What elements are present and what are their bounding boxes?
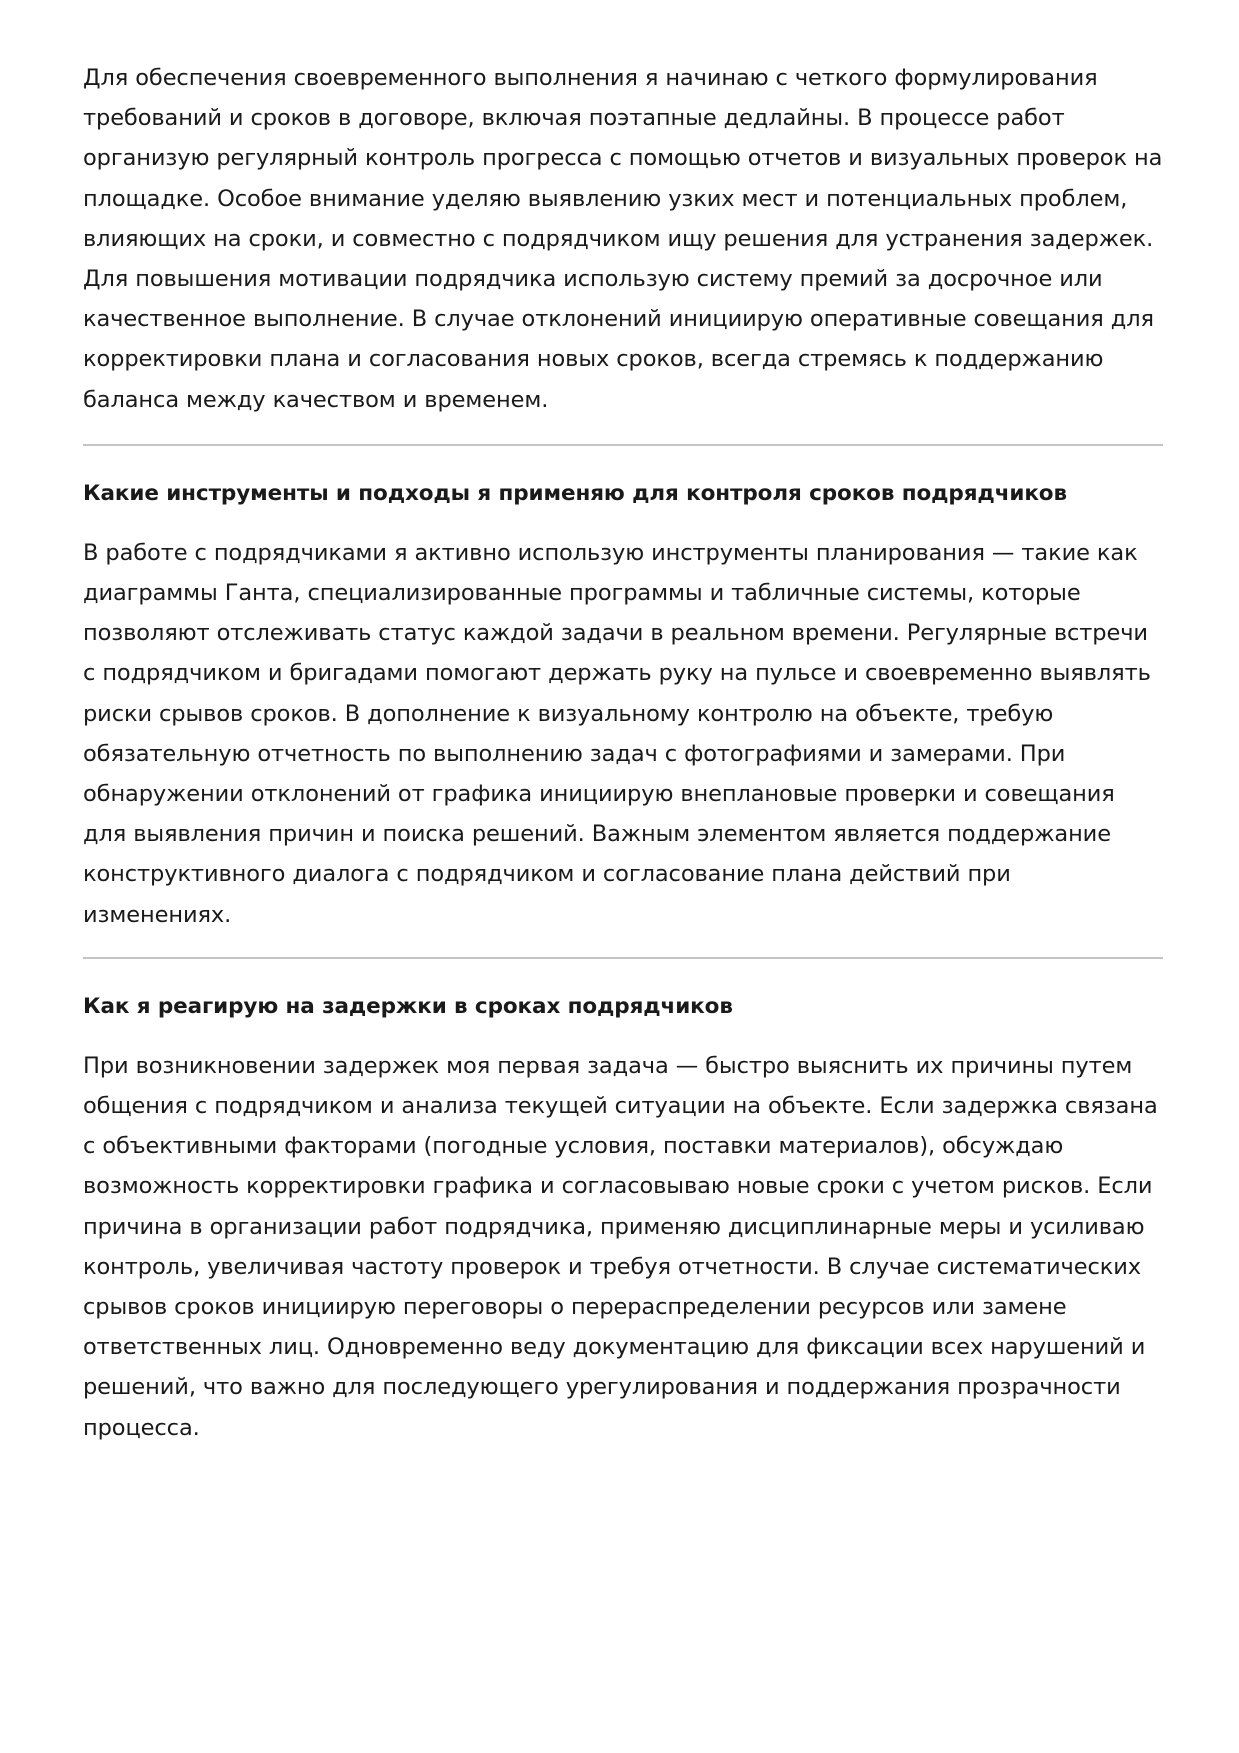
heading-delay-response: Как я реагирую на задержки в сроках подрядчиков — [83, 993, 733, 1019]
heading-control-tools: Какие инструменты и подходы я применяю для контроля сроков подрядчиков — [83, 480, 1067, 506]
intro-paragraph: Для обеспечения своевременного выполнения я начинаю с четкого формулирования требований и сроков в договоре, включая поэтапные дедлайны. В процессе работ организую регулярный контроль прогресса с помощью отчетов и визуальных проверок на площадке. Особое внимание уделяю выявлению узких мест и потенциальных проблем, влияющих на сроки, и совместно с подрядчиком ищу решения для устранения задержек. Для повышения мотивации подрядчика использую систему премий за досрочное или качественное выполнение. В случае отклонений инициирую оперативные совещания для корректировки плана и согласования новых сроков, всегда стремясь к поддержанию баланса между качеством и временем. — [83, 65, 1163, 413]
section-divider — [83, 444, 1163, 446]
section-divider — [83, 957, 1163, 959]
document-page — [83, 58, 1163, 1448]
delay-response-paragraph: При возникновении задержек моя первая задача — быстро выяснить их причины путем общения с подрядчиком и анализа текущей ситуации на объекте. Если задержка связана с объективными факторами (погодные условия, поставки материалов), обсуждаю возможность корректировки графика и согласовываю новые сроки с учетом рисков. Если причина в организации работ подрядчика, применяю дисциплинарные меры и усиливаю контроль, увеличивая частоту проверок и требуя отчетности. В случае систематических срывов сроков инициирую переговоры о перераспределении ресурсов или замене ответственных лиц. Одновременно веду документацию для фиксации всех нарушений и решений, что важно для последующего урегулирования и поддержания прозрачности процесса. — [83, 1052, 1158, 1441]
control-tools-paragraph: В работе с подрядчиками я активно использую инструменты планирования — такие как диаграммы Ганта, специализированные программы и табличные системы, которые позволяют отслеживать статус каждой задачи в реальном времени. Регулярные встречи с подрядчиком и бригадами помогают держать руку на пульсе и своевременно выявлять риски срывов сроков. В дополнение к визуальному контролю на объекте, требую обязательную отчетность по выполнению задач с фотографиями и замерами. При обнаружении отклонений от графика инициирую внеплановые проверки и совещания для выявления причин и поиска решений. Важным элементом является поддержание конструктивного диалога с подрядчиком и согласование плана действий при изменениях. — [83, 539, 1151, 928]
